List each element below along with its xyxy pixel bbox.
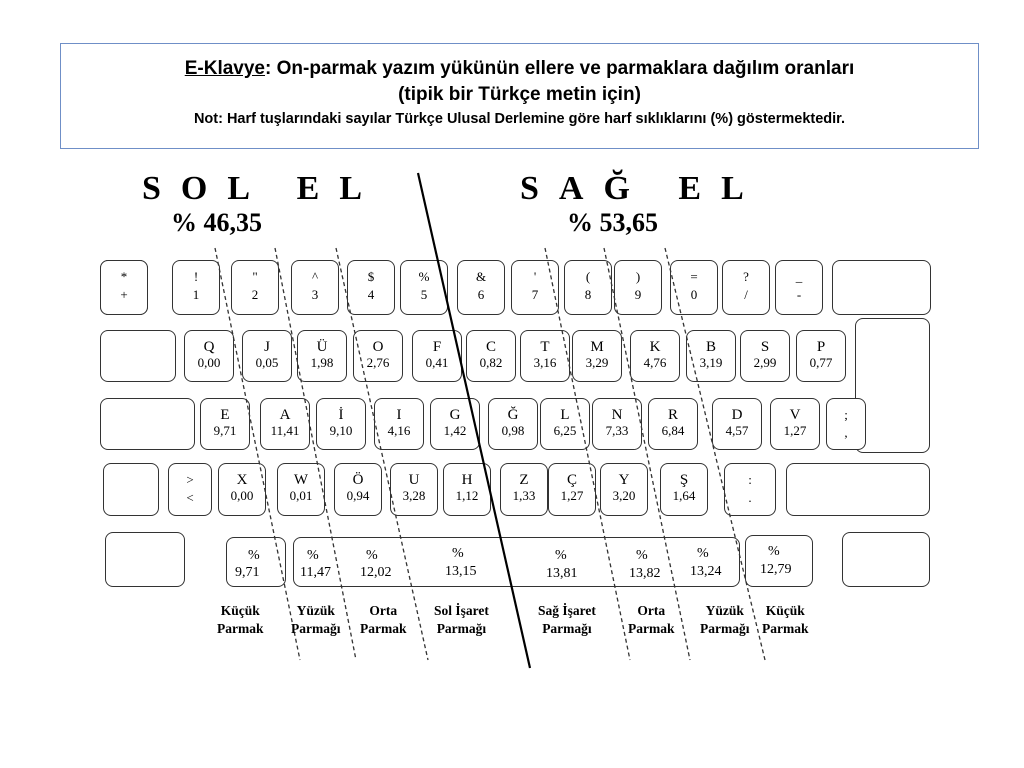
key-frequency: 0,77 — [809, 355, 833, 370]
key-frequency: 0,82 — [479, 355, 503, 370]
key-symbol-top: > — [186, 472, 194, 487]
key-letter-label: Ğ — [507, 407, 519, 423]
key-frequency: 2,76 — [366, 355, 390, 370]
key-frequency: 9,71 — [213, 423, 237, 438]
title-text: : On-parmak yazım yükünün ellere ve parmaklara dağılım oranları — [265, 58, 855, 79]
key-frequency: 1,98 — [310, 355, 334, 370]
finger-label — [291, 602, 341, 638]
finger-label-line-1: Küçük — [220, 603, 260, 618]
key-letter-label: P — [816, 339, 826, 355]
finger-label — [360, 602, 407, 638]
key-frequency: 0,94 — [346, 488, 370, 503]
finger-label-line-2: Parmak — [762, 621, 809, 636]
key-frequency: 3,16 — [533, 355, 557, 370]
left-hand-percent: % 46,35 — [171, 208, 262, 237]
finger-label — [628, 602, 675, 638]
right-hand-percent: % 53,65 — [567, 208, 658, 237]
finger-percent-value: 13,15 — [445, 564, 477, 579]
key-symbol-bottom: 8 — [584, 287, 592, 302]
key-letter-label: Z — [519, 472, 529, 488]
left-hand-title: SOL EL — [142, 170, 383, 207]
finger-label-line-2: Parmağı — [542, 621, 592, 636]
key-frequency: 2,99 — [753, 355, 777, 370]
finger-label — [762, 602, 809, 638]
key-symbol-bottom: < — [186, 490, 194, 505]
key-symbol-bottom: 0 — [690, 287, 698, 302]
key-symbol-top: ? — [743, 269, 749, 284]
key-symbol-top: ; — [844, 407, 848, 422]
finger-percent-value: 13,82 — [629, 566, 661, 581]
key-symbol-bottom: 9 — [634, 287, 642, 302]
brand-name: E-Klavye — [184, 58, 266, 79]
key-letter-label: G — [449, 407, 461, 423]
finger-label — [538, 602, 596, 638]
key-symbol-top: & — [475, 269, 487, 284]
hand-divider-line — [418, 173, 530, 668]
finger-label-line-1: Sol İşaret — [434, 603, 489, 618]
key-symbol-bottom: / — [744, 287, 748, 302]
finger-label-line-2: Parmak — [217, 621, 264, 636]
key-symbol-bottom: 2 — [251, 287, 259, 302]
finger-percent-sign: % — [636, 548, 648, 563]
key-symbol-bottom: 6 — [477, 287, 485, 302]
title-note: Not: Harf tuşlarındaki sayılar Türkçe Ulusal Derlemine göre harf sıklıklarını (%) göstermektedir. — [193, 111, 846, 127]
key-letter-label: X — [236, 472, 248, 488]
key-symbol-top: _ — [795, 269, 803, 284]
key-symbol-bottom: . — [748, 490, 752, 505]
key-letter-label: B — [705, 339, 716, 355]
key-symbol-top: * — [120, 269, 128, 284]
finger-label-line-2: Parmağı — [700, 621, 750, 636]
key-frequency: 7,33 — [605, 423, 629, 438]
finger-label-line-1: Orta — [637, 603, 666, 618]
finger-percent-value: 9,71 — [235, 565, 260, 580]
key-frequency: 3,28 — [402, 488, 426, 503]
key-symbol-top: : — [748, 472, 752, 487]
finger-label-line-1: Sağ İşaret — [538, 603, 596, 618]
key-frequency: 0,00 — [230, 488, 254, 503]
key-frequency: 1,33 — [512, 488, 536, 503]
key-letter-label: E — [220, 407, 230, 423]
finger-label-line-2: Parmak — [628, 621, 675, 636]
finger-percent-value: 12,02 — [360, 565, 392, 580]
key-symbol-bottom: 4 — [367, 287, 375, 302]
key-frequency: 1,27 — [560, 488, 584, 503]
key-frequency: 0,05 — [255, 355, 279, 370]
key-symbol-bottom: - — [796, 287, 802, 302]
key-letter-label: I — [396, 407, 402, 423]
key-frequency: 6,25 — [553, 423, 577, 438]
finger-label-line-1: Küçük — [765, 603, 805, 618]
key-frequency: 0,98 — [501, 423, 525, 438]
key-frequency: 1,64 — [672, 488, 696, 503]
key-letter-label: Y — [618, 472, 630, 488]
key-symbol-bottom: 3 — [311, 287, 319, 302]
finger-label — [700, 602, 750, 638]
key-symbol-top: ( — [585, 269, 591, 284]
key-letter-label: L — [560, 407, 570, 423]
key-frequency: 1,27 — [783, 423, 807, 438]
key-symbol-top: $ — [367, 269, 375, 284]
finger-label-line-2: Parmağı — [291, 621, 341, 636]
key-letter-label: A — [279, 407, 291, 423]
key-symbol-top: ' — [533, 269, 537, 284]
key-letter-label: M — [590, 339, 604, 355]
key-letter-label: Ü — [316, 339, 328, 355]
key-frequency: 3,20 — [612, 488, 636, 503]
finger-percent-sign: % — [248, 548, 260, 563]
key-symbol-top: " — [252, 269, 258, 284]
finger-percent-value: 13,81 — [546, 566, 578, 581]
finger-percent-sign: % — [697, 546, 709, 561]
key-symbol-top: = — [690, 269, 698, 284]
key-symbol-bottom: 5 — [420, 287, 428, 302]
key-frequency: 3,19 — [699, 355, 723, 370]
finger-percent-sign: % — [307, 548, 319, 563]
key-letter-label: T — [540, 339, 550, 355]
key-letter-label: H — [461, 472, 473, 488]
key-frequency: 11,41 — [270, 423, 300, 438]
key-letter-label: R — [667, 407, 678, 423]
finger-percent-sign: % — [768, 544, 780, 559]
key-symbol-top: % — [418, 269, 430, 284]
key-symbol-bottom: 1 — [192, 287, 200, 302]
key-frequency: 6,84 — [661, 423, 685, 438]
key-symbol-top: ^ — [311, 269, 319, 284]
key-letter-label: O — [372, 339, 384, 355]
key-symbol-bottom: , — [844, 425, 848, 440]
finger-percent-value: 11,47 — [300, 565, 331, 580]
key-symbol-top: ! — [193, 269, 199, 284]
right-hand-title: SAĞ EL — [520, 170, 764, 207]
title-line-2: (tipik bir Türkçe metin için) — [398, 84, 641, 105]
finger-label — [434, 602, 489, 638]
key-letter-label: D — [731, 407, 743, 423]
key-frequency: 3,29 — [585, 355, 609, 370]
key-letter-label: U — [408, 472, 420, 488]
key-letter-label: Ş — [679, 472, 689, 488]
boundary-line-3 — [336, 248, 428, 660]
key-symbol-top: ) — [635, 269, 641, 284]
key-letter-label: N — [611, 407, 623, 423]
key-letter-label: W — [293, 472, 309, 488]
finger-label — [217, 602, 264, 638]
key-frequency: 1,12 — [455, 488, 479, 503]
key-letter-label: İ — [338, 407, 344, 423]
key-letter-label: J — [264, 339, 270, 355]
key-letter-label: S — [760, 339, 770, 355]
key-letter-label: C — [485, 339, 496, 355]
key-letter-label: F — [432, 339, 442, 355]
key-frequency: 4,16 — [387, 423, 411, 438]
key-letter-label: V — [789, 407, 801, 423]
finger-percent-value: 13,24 — [690, 564, 722, 579]
finger-label-line-1: Yüzük — [705, 603, 744, 618]
key-frequency: 4,57 — [725, 423, 749, 438]
finger-percent-sign: % — [366, 548, 378, 563]
key-frequency: 0,00 — [197, 355, 221, 370]
finger-percent-value: 12,79 — [760, 562, 792, 577]
boundary-line-6 — [665, 248, 765, 660]
finger-percent-sign: % — [452, 546, 464, 561]
key-frequency: 9,10 — [329, 423, 353, 438]
key-frequency: 1,42 — [443, 423, 467, 438]
finger-label-line-1: Orta — [369, 603, 398, 618]
key-symbol-bottom: + — [120, 287, 128, 302]
finger-percent-sign: % — [555, 548, 567, 563]
key-letter-label: K — [649, 339, 661, 355]
finger-label-line-2: Parmak — [360, 621, 407, 636]
key-frequency: 0,01 — [289, 488, 313, 503]
key-frequency: 0,41 — [425, 355, 449, 370]
key-symbol-bottom: 7 — [531, 287, 539, 302]
finger-label-line-1: Yüzük — [296, 603, 335, 618]
key-frequency: 4,76 — [643, 355, 667, 370]
key-letter-label: Q — [203, 339, 215, 355]
key-letter-label: Ç — [566, 472, 577, 488]
key-letter-label: Ö — [352, 472, 364, 488]
finger-label-line-2: Parmağı — [436, 621, 487, 636]
